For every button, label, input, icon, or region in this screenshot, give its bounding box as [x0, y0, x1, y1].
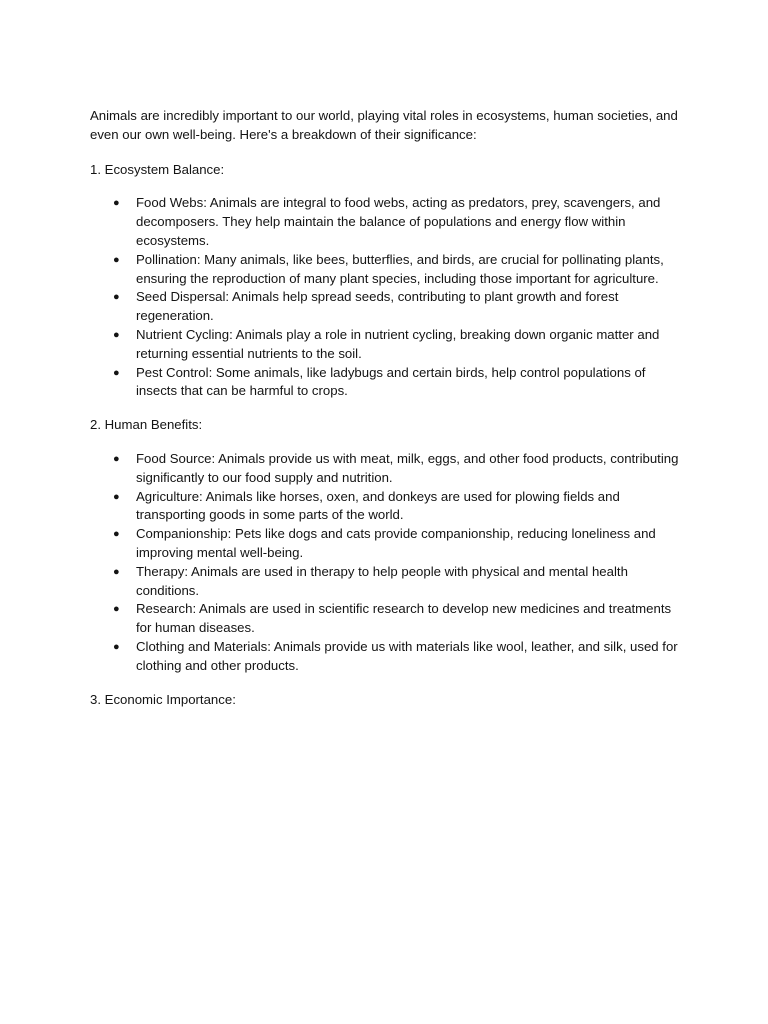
list-item-text: Companionship: Pets like dogs and cats provide companionship, reducing loneliness and improving mental well-being. [136, 526, 656, 560]
human-benefits-list [90, 450, 690, 676]
ecosystem-list [90, 194, 690, 401]
list-item [90, 525, 690, 563]
list-item-text: Research: Animals are used in scientific research to develop new medicines and treatments for human diseases. [136, 601, 672, 636]
section-heading-ecosystem: 1. Ecosystem Balance: [90, 161, 225, 177]
list-item [90, 450, 690, 488]
section-heading-economic: 3. Economic Importance: [90, 691, 236, 707]
bullet-icon: ● [113, 603, 120, 616]
bullet-icon: ● [113, 328, 120, 341]
intro-paragraph: Animals are incredibly important to our world, playing vital roles in ecosystems, human societies, and even our own well-being. Here's a breakdown of their significance: [90, 108, 678, 142]
list-item-text: Pest Control: Some animals, like ladybugs and certain birds, help control populations of insects that can be harmful to crops. [136, 364, 646, 399]
list-item [90, 563, 690, 601]
list-item-text: Pollination: Many animals, like bees, butterflies, and birds, are crucial for pollinating plants, ensuring the reproduction of many plant species, including those important for agriculture. [136, 251, 664, 286]
list-item-text: Food Webs: Animals are integral to food webs, acting as predators, prey, scavengers, and decomposers. They help maintain the balance of populations and energy flow within ecosystems. [136, 195, 661, 248]
bullet-icon: ● [113, 253, 120, 266]
list-item [90, 194, 690, 250]
list-item-text: Seed Dispersal: Animals help spread seeds, contributing to plant growth and forest regeneration. [136, 289, 619, 324]
list-item-text: Food Source: Animals provide us with meat, milk, eggs, and other food products, contributing significantly to our food supply and nutrition. [136, 450, 679, 485]
list-item [90, 364, 690, 402]
bullet-icon: ● [113, 490, 120, 503]
document-page [90, 107, 690, 724]
list-item [90, 326, 690, 364]
bullet-icon: ● [113, 291, 120, 304]
bullet-icon: ● [113, 197, 120, 210]
bullet-icon: ● [113, 640, 120, 653]
section-heading-human-benefits: 2. Human Benefits: [90, 417, 203, 433]
list-item [90, 288, 690, 326]
list-item [90, 251, 690, 289]
list-item-text: Nutrient Cycling: Animals play a role in nutrient cycling, breaking down organic matter and returning essential nutrients to the soil. [136, 326, 660, 361]
list-item [90, 600, 690, 638]
list-item-text: Clothing and Materials: Animals provide us with materials like wool, leather, and silk, used for clothing and other products. [136, 638, 678, 673]
list-item [90, 638, 690, 676]
bullet-icon: ● [113, 366, 120, 379]
list-item-text: Agriculture: Animals like horses, oxen, and donkeys are used for plowing fields and transporting goods in some parts of the world. [136, 488, 620, 523]
list-item [90, 488, 690, 526]
bullet-icon: ● [113, 452, 120, 465]
bullet-icon: ● [113, 528, 120, 541]
list-item-text: Therapy: Animals are used in therapy to help people with physical and mental health conditions. [136, 563, 628, 598]
bullet-icon: ● [113, 565, 120, 578]
